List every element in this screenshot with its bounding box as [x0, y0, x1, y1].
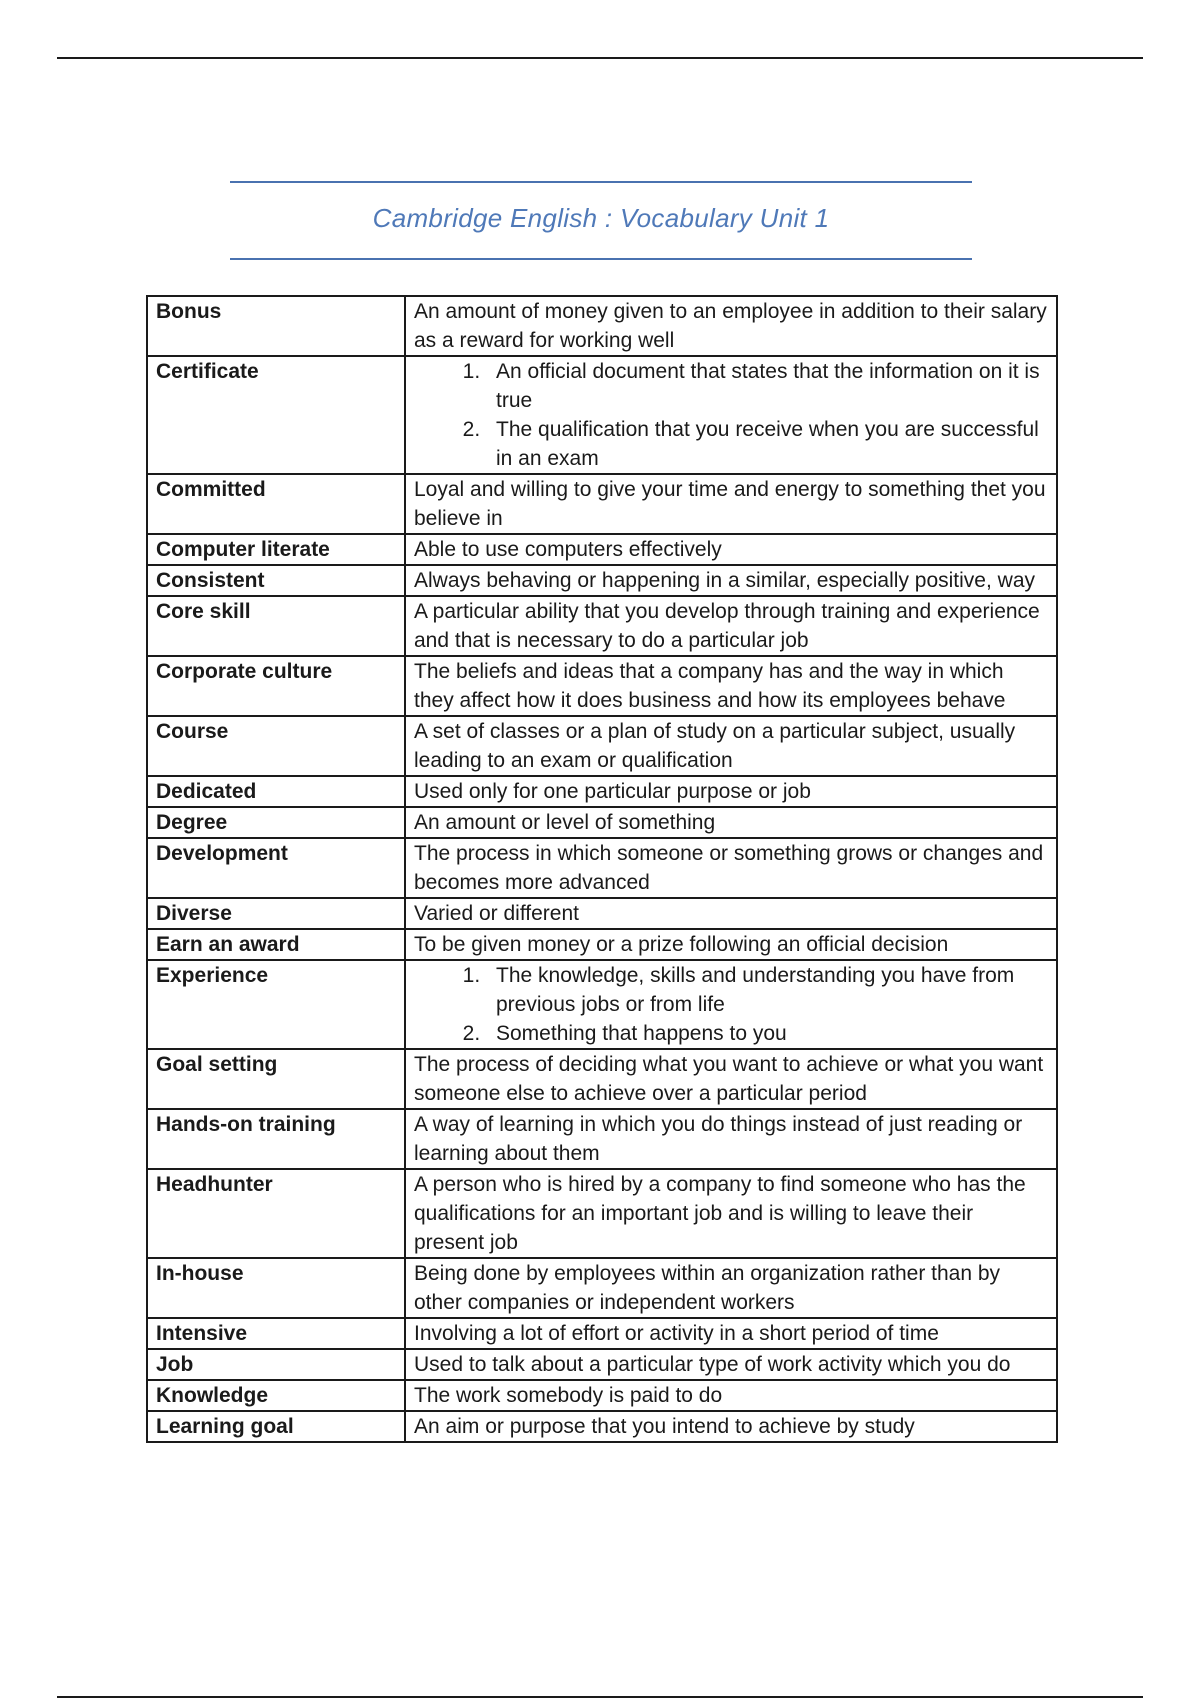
table-row — [147, 1349, 1057, 1380]
table-row — [147, 898, 1057, 929]
table-row — [147, 776, 1057, 807]
vocab-definition: Being done by employees within an organization rather than by other companies or independent workers — [405, 1258, 1057, 1318]
vocab-term: Degree — [147, 807, 405, 838]
table-row — [147, 1380, 1057, 1411]
vocab-term: Committed — [147, 474, 405, 534]
vocab-term: Corporate culture — [147, 656, 405, 716]
vocab-term: Core skill — [147, 596, 405, 656]
vocab-term: Job — [147, 1349, 405, 1380]
table-row — [147, 838, 1057, 898]
vocab-definition: A set of classes or a plan of study on a particular subject, usually leading to an exam or qualification — [405, 716, 1057, 776]
definition-item: 2. Something that happens to you — [486, 1019, 1048, 1048]
table-row — [147, 656, 1057, 716]
vocab-term: Earn an award — [147, 929, 405, 960]
vocab-term: Knowledge — [147, 1380, 405, 1411]
table-row — [147, 1049, 1057, 1109]
table-row — [147, 716, 1057, 776]
vocabulary-table-body — [147, 296, 1057, 1442]
vocab-definition: Always behaving or happening in a similar, especially positive, way — [405, 565, 1057, 596]
table-row — [147, 960, 1057, 1049]
vocab-definition: The process of deciding what you want to achieve or what you want someone else to achieve over a particular period — [405, 1049, 1057, 1109]
vocab-term: Dedicated — [147, 776, 405, 807]
page-bottom-rule — [57, 1696, 1143, 1698]
vocab-term: In-house — [147, 1258, 405, 1318]
vocab-term: Experience — [147, 960, 405, 1049]
vocab-term: Development — [147, 838, 405, 898]
vocab-definition: Involving a lot of effort or activity in a short period of time — [405, 1318, 1057, 1349]
vocab-definition: Used only for one particular purpose or job — [405, 776, 1057, 807]
vocab-definition: A particular ability that you develop through training and experience and that is necessary to do a particular job — [405, 596, 1057, 656]
table-row — [147, 1258, 1057, 1318]
vocab-definition: An aim or purpose that you intend to achieve by study — [405, 1411, 1057, 1442]
table-row — [147, 474, 1057, 534]
vocab-definition: The beliefs and ideas that a company has and the way in which they affect how it does business and how its employees behave — [405, 656, 1057, 716]
vocab-term: Consistent — [147, 565, 405, 596]
vocab-definition-list — [405, 356, 1057, 474]
vocab-definition: Varied or different — [405, 898, 1057, 929]
vocab-term: Headhunter — [147, 1169, 405, 1258]
table-row — [147, 1411, 1057, 1442]
table-row — [147, 1109, 1057, 1169]
table-row — [147, 356, 1057, 474]
vocabulary-table — [146, 295, 1058, 1443]
numbered-definitions — [414, 961, 1048, 1048]
vocab-definition: The work somebody is paid to do — [405, 1380, 1057, 1411]
vocab-term: Certificate — [147, 356, 405, 474]
table-row — [147, 565, 1057, 596]
vocab-definition: To be given money or a prize following an official decision — [405, 929, 1057, 960]
vocab-definition: An amount or level of something — [405, 807, 1057, 838]
numbered-definitions — [414, 357, 1048, 473]
vocab-term: Course — [147, 716, 405, 776]
table-row — [147, 1318, 1057, 1349]
vocab-definition: An amount of money given to an employee in addition to their salary as a reward for working well — [405, 296, 1057, 356]
definition-item: 1. The knowledge, skills and understanding you have from previous jobs or from life — [486, 961, 1048, 1019]
vocab-definition: Able to use computers effectively — [405, 534, 1057, 565]
vocab-term: Hands-on training — [147, 1109, 405, 1169]
vocab-term: Goal setting — [147, 1049, 405, 1109]
title-bottom-border — [230, 258, 972, 260]
vocab-term: Diverse — [147, 898, 405, 929]
vocab-term: Intensive — [147, 1318, 405, 1349]
table-row — [147, 534, 1057, 565]
table-row — [147, 929, 1057, 960]
table-row — [147, 596, 1057, 656]
table-row — [147, 1169, 1057, 1258]
vocab-definition: Used to talk about a particular type of work activity which you do — [405, 1349, 1057, 1380]
vocab-definition-list — [405, 960, 1057, 1049]
page-top-rule — [57, 57, 1143, 59]
vocab-term: Computer literate — [147, 534, 405, 565]
vocab-definition: A person who is hired by a company to find someone who has the qualifications for an important job and is willing to leave their present job — [405, 1169, 1057, 1258]
definition-item: 2. The qualification that you receive when you are successful in an exam — [486, 415, 1048, 473]
title-top-border — [230, 181, 972, 183]
vocab-definition: The process in which someone or something grows or changes and becomes more advanced — [405, 838, 1057, 898]
definition-item: 1. An official document that states that the information on it is true — [486, 357, 1048, 415]
vocab-definition: A way of learning in which you do things instead of just reading or learning about them — [405, 1109, 1057, 1169]
page-title: Cambridge English : Vocabulary Unit 1 — [372, 203, 830, 233]
vocab-term: Bonus — [147, 296, 405, 356]
vocab-term: Learning goal — [147, 1411, 405, 1442]
vocab-definition: Loyal and willing to give your time and energy to something thet you believe in — [405, 474, 1057, 534]
table-row — [147, 296, 1057, 356]
table-row — [147, 807, 1057, 838]
